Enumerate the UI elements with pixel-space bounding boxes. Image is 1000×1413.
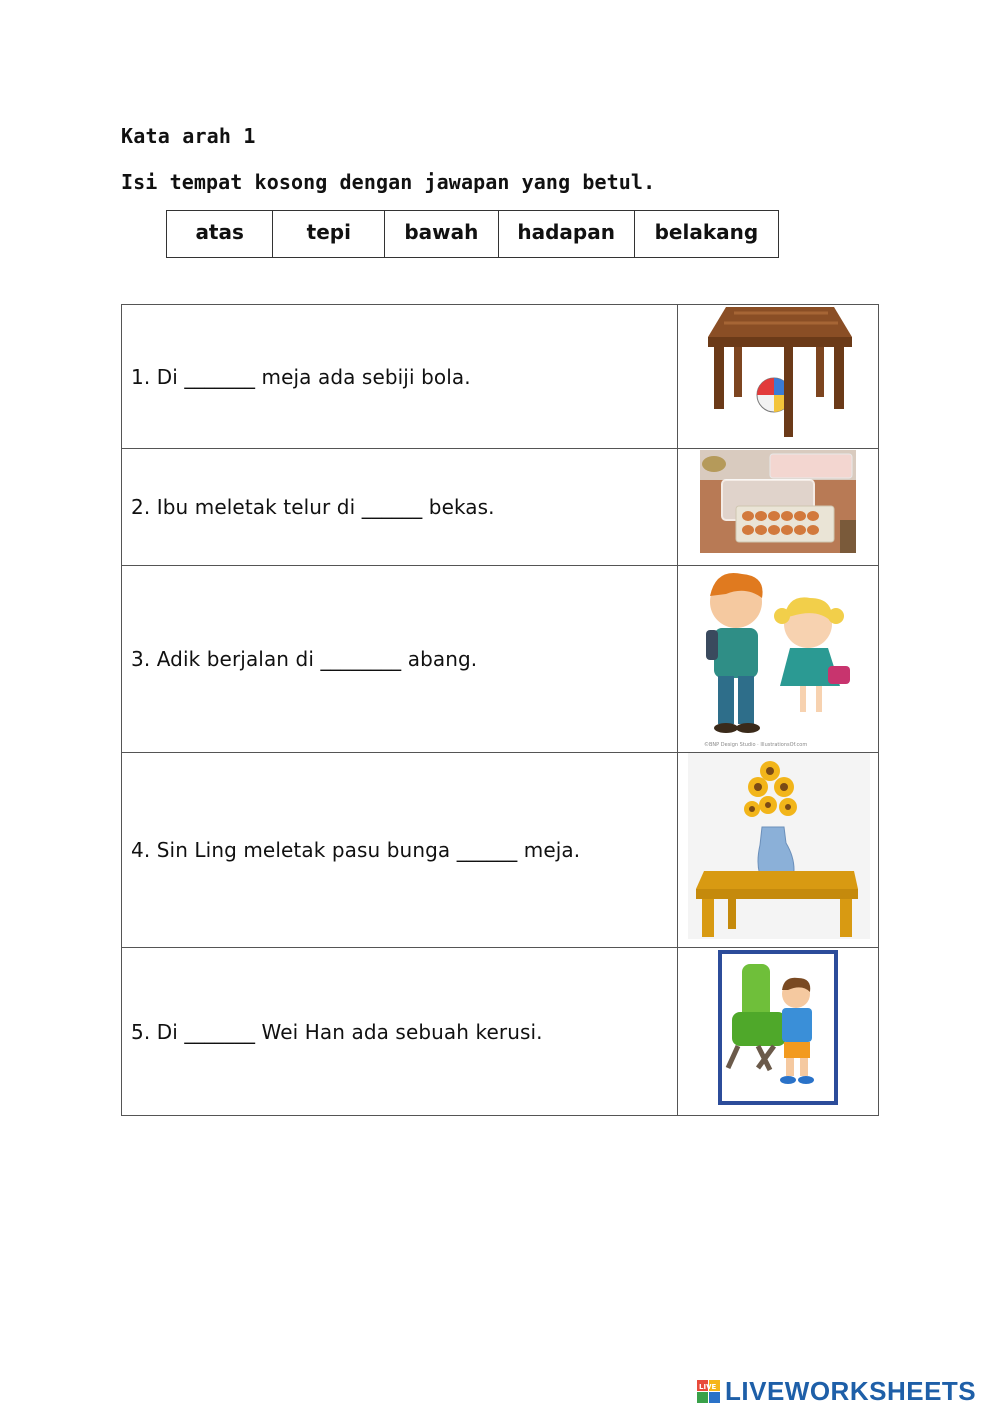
boy-and-girl-walking-image xyxy=(696,566,860,750)
question-image-cell xyxy=(678,948,879,1116)
word-bank-cell: hadapan xyxy=(498,211,634,258)
flower-vase-on-table-image xyxy=(688,753,870,939)
question-image-cell xyxy=(678,449,879,566)
table-with-ball-image xyxy=(704,307,854,439)
word-bank-cell: tepi xyxy=(273,211,385,258)
question-table xyxy=(121,304,879,1116)
question-row xyxy=(122,948,879,1116)
boy-in-front-of-chair-image xyxy=(718,950,838,1105)
question-text: 5. Di _______ Wei Han ada sebuah kerusi. xyxy=(122,948,678,1116)
live-badge-icon xyxy=(697,1380,721,1404)
word-bank-cell: bawah xyxy=(385,211,498,258)
eggs-in-container-image xyxy=(700,450,856,553)
question-image-cell xyxy=(678,566,879,753)
liveworksheets-logo xyxy=(697,1376,976,1407)
svg-text:©BNP Design Studio · Illustrat: ©BNP Design Studio · IllustrationsOf.com xyxy=(704,742,808,748)
question-image-cell xyxy=(678,305,879,449)
word-bank-cell: belakang xyxy=(634,211,778,258)
question-row xyxy=(122,449,879,566)
question-row xyxy=(122,566,879,753)
question-text: 3. Adik berjalan di ________ abang. xyxy=(122,566,678,753)
brand-text: LIVEWORKSHEETS xyxy=(725,1376,977,1406)
question-text: 1. Di _______ meja ada sebiji bola. xyxy=(122,305,678,449)
question-row xyxy=(122,753,879,948)
live-badge-text: LIVE xyxy=(699,1382,717,1391)
instruction-text: Isi tempat kosong dengan jawapan yang betul. xyxy=(121,170,656,194)
question-row xyxy=(122,305,879,449)
word-bank-cell: atas xyxy=(167,211,273,258)
question-text: 2. Ibu meletak telur di ______ bekas. xyxy=(122,449,678,566)
question-image-cell xyxy=(678,753,879,948)
worksheet-title: Kata arah 1 xyxy=(121,124,256,148)
question-text: 4. Sin Ling meletak pasu bunga ______ meja. xyxy=(122,753,678,948)
word-bank xyxy=(166,210,779,258)
